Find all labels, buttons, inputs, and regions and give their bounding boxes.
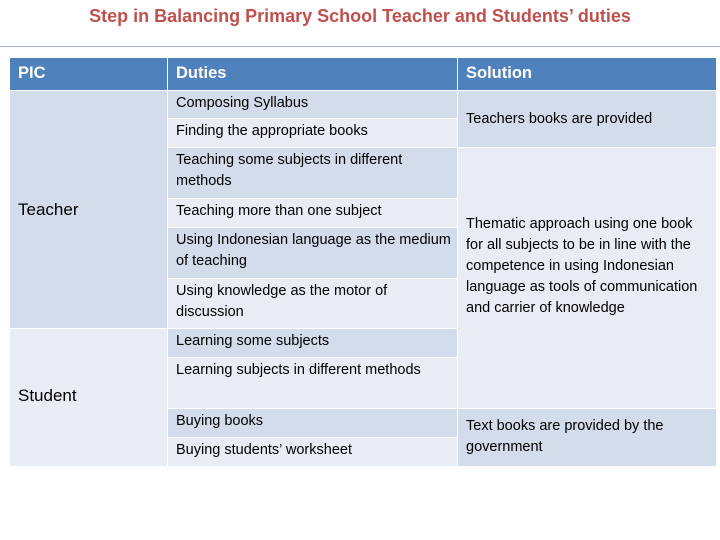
solution-text: Teachers books are provided [466,111,653,127]
duty-row: Using knowledge as the motor of discussion [168,279,457,328]
solution-text: Thematic approach using one book for all subjects to be in line with the competence in using Indonesian language as tools of communication and carrier of knowledge [466,216,698,316]
pic-student-label: Student [18,386,77,405]
duty-row: Teaching some subjects in different methods [168,148,457,198]
solution-cell [458,148,716,408]
duty-row: Finding the appropriate books [168,119,457,147]
slide-title: Step in Balancing Primary School Teacher and Students’ duties [89,6,631,26]
pic-student [10,329,167,466]
duty-row: Composing Syllabus [168,91,457,118]
solution-cell [458,409,716,466]
header-duties: Duties [168,58,457,90]
duty-row: Learning subjects in different methods [168,358,457,408]
solution-text: Text books are provided by the government [466,418,664,455]
solution-cell [458,91,716,147]
duty-row: Buying students’ worksheet [168,438,457,466]
header-solution: Solution [458,58,716,90]
duty-row: Using Indonesian language as the medium of teaching [168,228,457,278]
pic-teacher-label: Teacher [18,200,79,219]
header-pic: PIC [10,58,167,90]
pic-teacher [10,91,167,328]
duty-row: Learning some subjects [168,329,457,357]
title-divider [0,46,720,47]
duty-row: Buying books [168,409,457,437]
duty-row: Teaching more than one subject [168,199,457,227]
